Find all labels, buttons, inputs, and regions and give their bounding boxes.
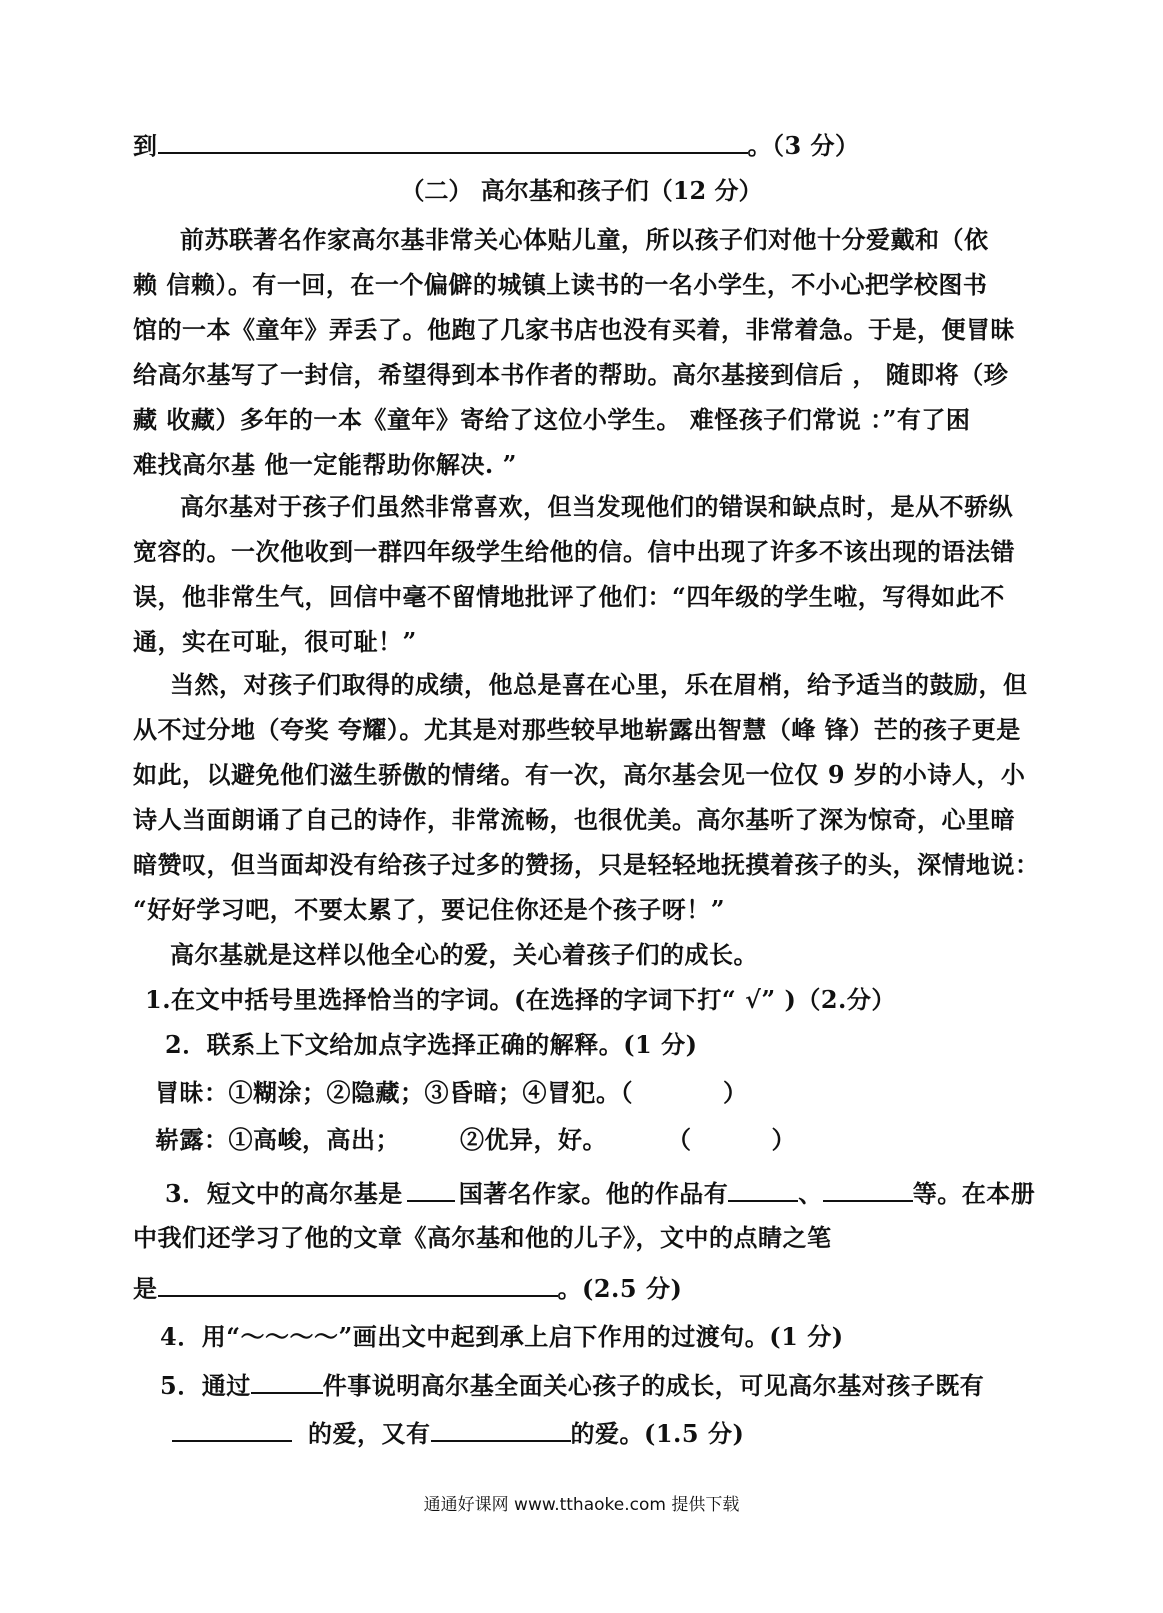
passage-line: 如此，以避免他们滋生骄傲的情绪。有一次，高尔基会见一位仅 9 岁的小诗人，小 <box>133 760 1026 789</box>
q5-text-c: 的爱，又有 <box>308 1419 431 1448</box>
passage-line: “好好学习吧，不要太累了，要记住你还是个孩子呀！” <box>133 895 726 924</box>
passage-line: 高尔基就是这样以他全心的爱，关心着孩子们的成长。 <box>170 940 758 969</box>
question-5 <box>160 1370 984 1401</box>
q3-blank-work1[interactable] <box>728 1178 798 1202</box>
q5-blank-love2[interactable] <box>431 1418 571 1442</box>
q5-blank-count[interactable] <box>251 1370 323 1394</box>
passage-line: 馆的一本《童年》弄丢了。他跑了几家书店也没有买着，非常着急。于是，便冒昧 <box>133 315 1015 344</box>
passage-line: 暗赞叹，但当面却没有给孩子过多的赞扬，只是轻轻地抚摸着孩子的头，深情地说： <box>133 850 1040 879</box>
section-title: （二） 高尔基和孩子们（12 分） <box>400 176 763 205</box>
question-5-cont <box>172 1418 744 1449</box>
question-2b <box>155 1125 796 1155</box>
question-3-answer <box>133 1273 682 1304</box>
q2a-close: ） <box>723 1078 748 1107</box>
q3-text-g: 。(2.5 分) <box>557 1274 683 1303</box>
footer-source: 通通好课网 www.tthaoke.com 提供下载 <box>423 1495 740 1515</box>
passage-line: 藏 收藏）多年的一本《童年》寄给了这位小学生。 难怪孩子们常说 ：”有了困 <box>133 405 971 434</box>
passage-line: 误，他非常生气，回信中毫不留情地批评了他们：“四年级的学生啦，写得如此不 <box>133 582 1005 611</box>
question-4: 4．用“～～～～”画出文中起到承上启下作用的过渡句。(1 分) <box>160 1322 844 1351</box>
q3-text-d: 等。在本册 <box>912 1179 1036 1208</box>
question-3 <box>165 1178 1035 1209</box>
passage-line: 诗人当面朗诵了自己的诗作，非常流畅，也很优美。高尔基听了深为惊奇，心里暗 <box>133 805 1015 834</box>
q3-blank-country[interactable] <box>407 1178 455 1202</box>
passage-line: 宽容的。一次他收到一群四年级学生给他的信。信中出现了许多不该出现的语法错 <box>133 537 1015 566</box>
top-answer-line <box>133 130 860 161</box>
question-2a <box>155 1078 748 1108</box>
q2a-text: 冒昧：①糊涂；②隐藏；③昏暗；④冒犯。（ <box>155 1078 633 1107</box>
q3-text-c: 、 <box>798 1179 823 1208</box>
passage-line: 给高尔基写了一封信，希望得到本书作者的帮助。高尔基接到信后 ， 随即将（珍 <box>133 360 1009 389</box>
q2b-open: （ <box>667 1125 692 1154</box>
q2b-text: 崭露：①高峻，高出； <box>155 1125 400 1154</box>
passage-line: 赖 信赖）。有一回，在一个偏僻的城镇上读书的一名小学生，不小心把学校图书 <box>133 270 988 299</box>
q2b-close: ） <box>771 1125 796 1154</box>
q3-text-a: 3．短文中的高尔基是 <box>165 1179 403 1208</box>
answer-blank[interactable] <box>158 130 748 154</box>
passage-line: 难找高尔基 他一定能帮助你解决. ” <box>133 450 517 479</box>
q3-text-b: 国著名作家。他的作品有 <box>458 1179 729 1208</box>
q3-text-f: 是 <box>133 1274 158 1303</box>
passage-line: 高尔基对于孩子们虽然非常喜欢，但当发现他们的错误和缺点时，是从不骄纵 <box>180 492 1013 521</box>
q5-text-d: 的爱。(1.5 分) <box>570 1419 745 1448</box>
passage-line: 当然，对孩子们取得的成绩，他总是喜在心里，乐在眉梢，给予适当的鼓励，但 <box>170 670 1028 699</box>
question-3-cont: 中我们还学习了他的文章《高尔基和他的儿子》，文中的点睛之笔 <box>133 1223 832 1252</box>
q3-blank-work2[interactable] <box>823 1178 913 1202</box>
passage-line: 前苏联著名作家高尔基非常关心体贴儿童，所以孩子们对他十分爱戴和（依 <box>180 225 989 254</box>
question-1: 1.在文中括号里选择恰当的字词。(在选择的字词下打“ √” )（2.分） <box>145 985 896 1014</box>
q3-blank-sentence[interactable] <box>158 1273 558 1297</box>
q2b-mid: ②优异，好。 <box>460 1125 607 1154</box>
q5-text-b: 件事说明高尔基全面关心孩子的成长，可见高尔基对孩子既有 <box>322 1371 985 1400</box>
top-line-score: 。（3 分） <box>747 131 860 160</box>
question-2: 2．联系上下文给加点字选择正确的解释。(1 分) <box>165 1030 698 1059</box>
passage-line: 通，实在可耻，很可耻！” <box>133 627 417 656</box>
top-line-prefix: 到 <box>133 131 158 160</box>
q5-text-a: 5．通过 <box>160 1371 251 1400</box>
passage-line: 从不过分地（夸奖 夸耀）。尤其是对那些较早地崭露出智慧（峰 锋）芒的孩子更是 <box>133 715 1021 744</box>
q5-blank-love1[interactable] <box>172 1418 292 1442</box>
